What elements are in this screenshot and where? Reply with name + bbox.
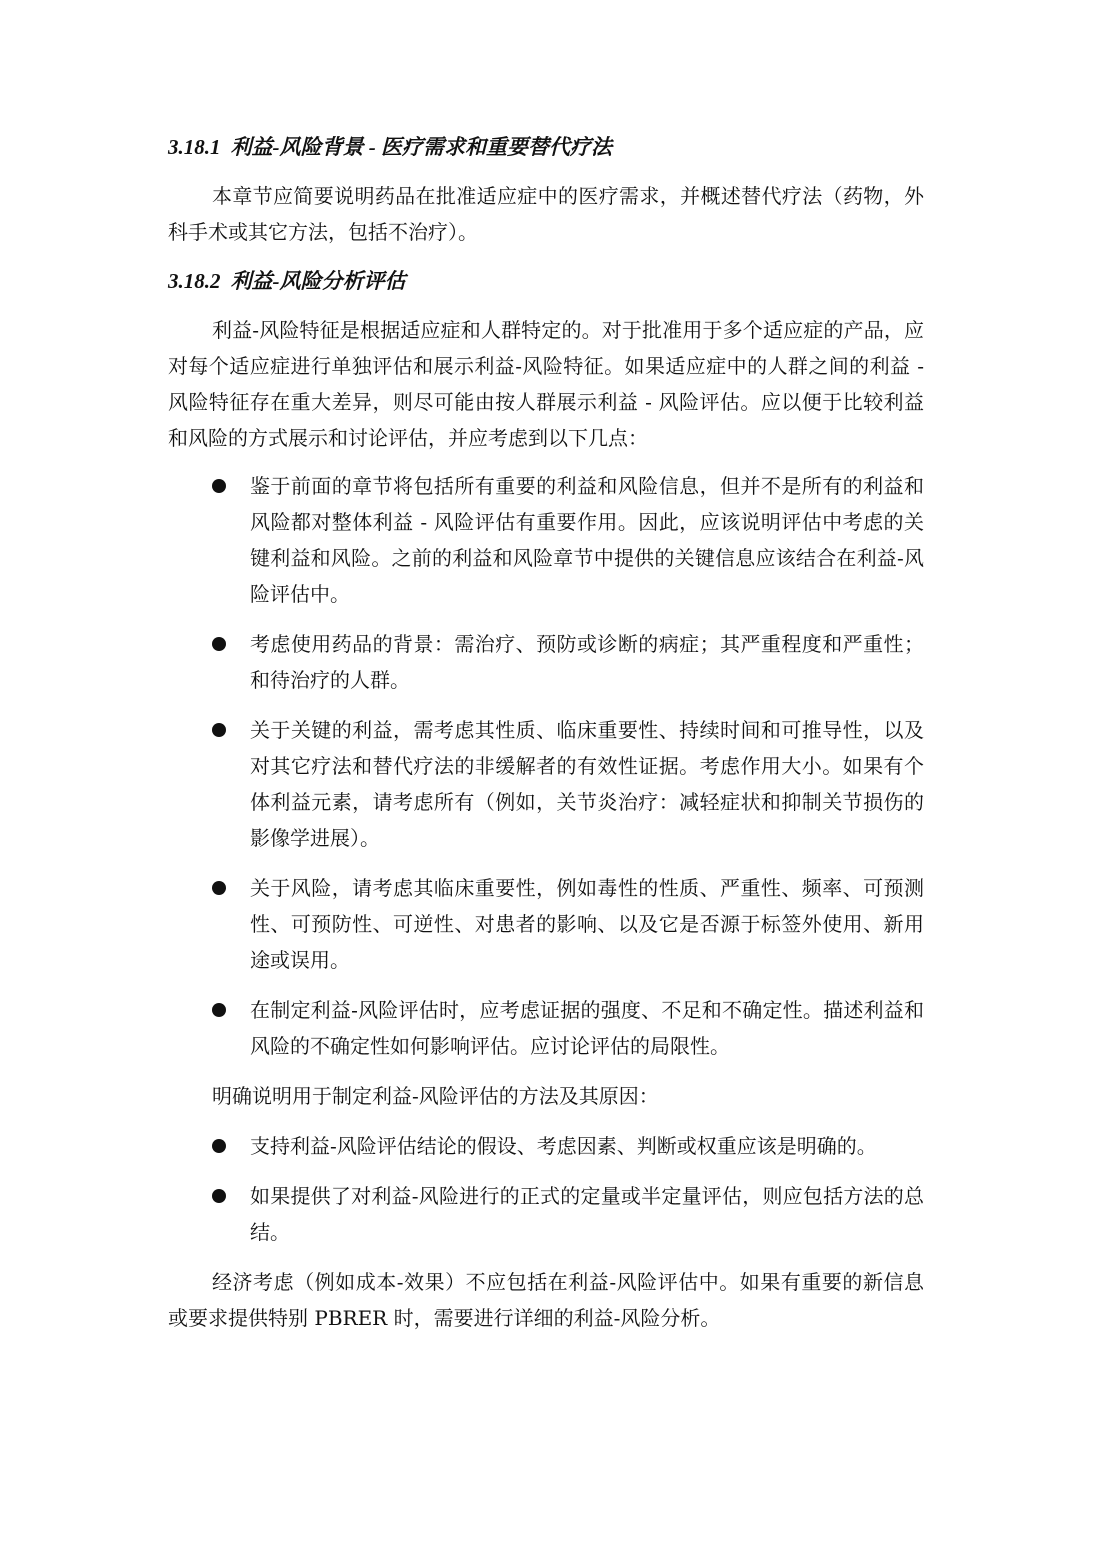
list-item-text: 鉴于前面的章节将包括所有重要的利益和风险信息，但并不是所有的利益和风险都对整体利益 - 风险评估有重要作用。因此，应该说明评估中考虑的关键利益和风险。之前的利益和风险章节中提供的关键信息应该结合在利益-风险评估中。 xyxy=(250,474,924,606)
list-item-text: 支持利益-风险评估结论的假设、考虑因素、判断或权重应该是明确的。 xyxy=(250,1134,877,1158)
list-item xyxy=(168,626,924,698)
considerations-list xyxy=(168,468,924,1064)
list-item xyxy=(168,1178,924,1250)
bullet-icon xyxy=(212,637,226,651)
section-title: 利益-风险分析评估 xyxy=(230,269,406,293)
method-intro: 明确说明用于制定利益-风险评估的方法及其原因： xyxy=(212,1084,659,1108)
section-title: 利益-风险背景 - 医疗需求和重要替代疗法 xyxy=(230,135,612,159)
list-item xyxy=(168,870,924,978)
bullet-icon xyxy=(212,1139,226,1153)
bullet-icon xyxy=(212,723,226,737)
bullet-icon xyxy=(212,1003,226,1017)
section-number: 3.18.1 xyxy=(168,135,221,159)
list-item-text: 关于风险，请考虑其临床重要性，例如毒性的性质、严重性、频率、可预测性、可预防性、可逆性、对患者的影响、以及它是否源于标签外使用、新用途或误用。 xyxy=(250,876,924,972)
list-item-text: 如果提供了对利益-风险进行的正式的定量或半定量评估，则应包括方法的总结。 xyxy=(250,1184,924,1244)
list-item-text: 考虑使用药品的背景：需治疗、预防或诊断的病症；其严重程度和严重性；和待治疗的人群。 xyxy=(250,632,924,692)
section-number: 3.18.2 xyxy=(168,269,221,293)
list-item-text: 在制定利益-风险评估时，应考虑证据的强度、不足和不确定性。描述利益和风险的不确定性如何影响评估。应讨论评估的局限性。 xyxy=(250,998,924,1058)
section-heading-3-18-2 xyxy=(168,266,924,296)
list-item-text: 关于关键的利益，需考虑其性质、临床重要性、持续时间和可推导性，以及对其它疗法和替代疗法的非缓解者的有效性证据。考虑作用大小。如果有个体利益元素，请考虑所有（例如，关节炎治疗：减轻症状和抑制关节损伤的影像学进展）。 xyxy=(250,718,924,850)
list-item xyxy=(168,468,924,612)
document-body xyxy=(168,128,924,1336)
list-item xyxy=(168,992,924,1064)
bullet-icon xyxy=(212,881,226,895)
method-list xyxy=(168,1128,924,1250)
list-item xyxy=(168,712,924,856)
list-item xyxy=(168,1128,924,1164)
section-3-18-1-paragraph: 本章节应简要说明药品在批准适应症中的医疗需求，并概述替代疗法（药物，外科手术或其它方法，包括不治疗）。 xyxy=(168,184,924,244)
section-heading-3-18-1 xyxy=(168,132,924,162)
section-3-18-2-intro: 利益-风险特征是根据适应症和人群特定的。对于批准用于多个适应症的产品，应对每个适应症进行单独评估和展示利益-风险特征。如果适应症中的人群之间的利益 - 风险特征存在重大差异，则尽可能由按人群展示利益 - 风险评估。应以便于比较利益和风险的方式展示和讨论评估，并应考虑到以下几点： xyxy=(168,318,924,450)
bullet-icon xyxy=(212,1189,226,1203)
bullet-icon xyxy=(212,479,226,493)
closing-paragraph: 经济考虑（例如成本-效果）不应包括在利益-风险评估中。如果有重要的新信息或要求提供特别 PBRER 时，需要进行详细的利益-风险分析。 xyxy=(168,1270,924,1330)
